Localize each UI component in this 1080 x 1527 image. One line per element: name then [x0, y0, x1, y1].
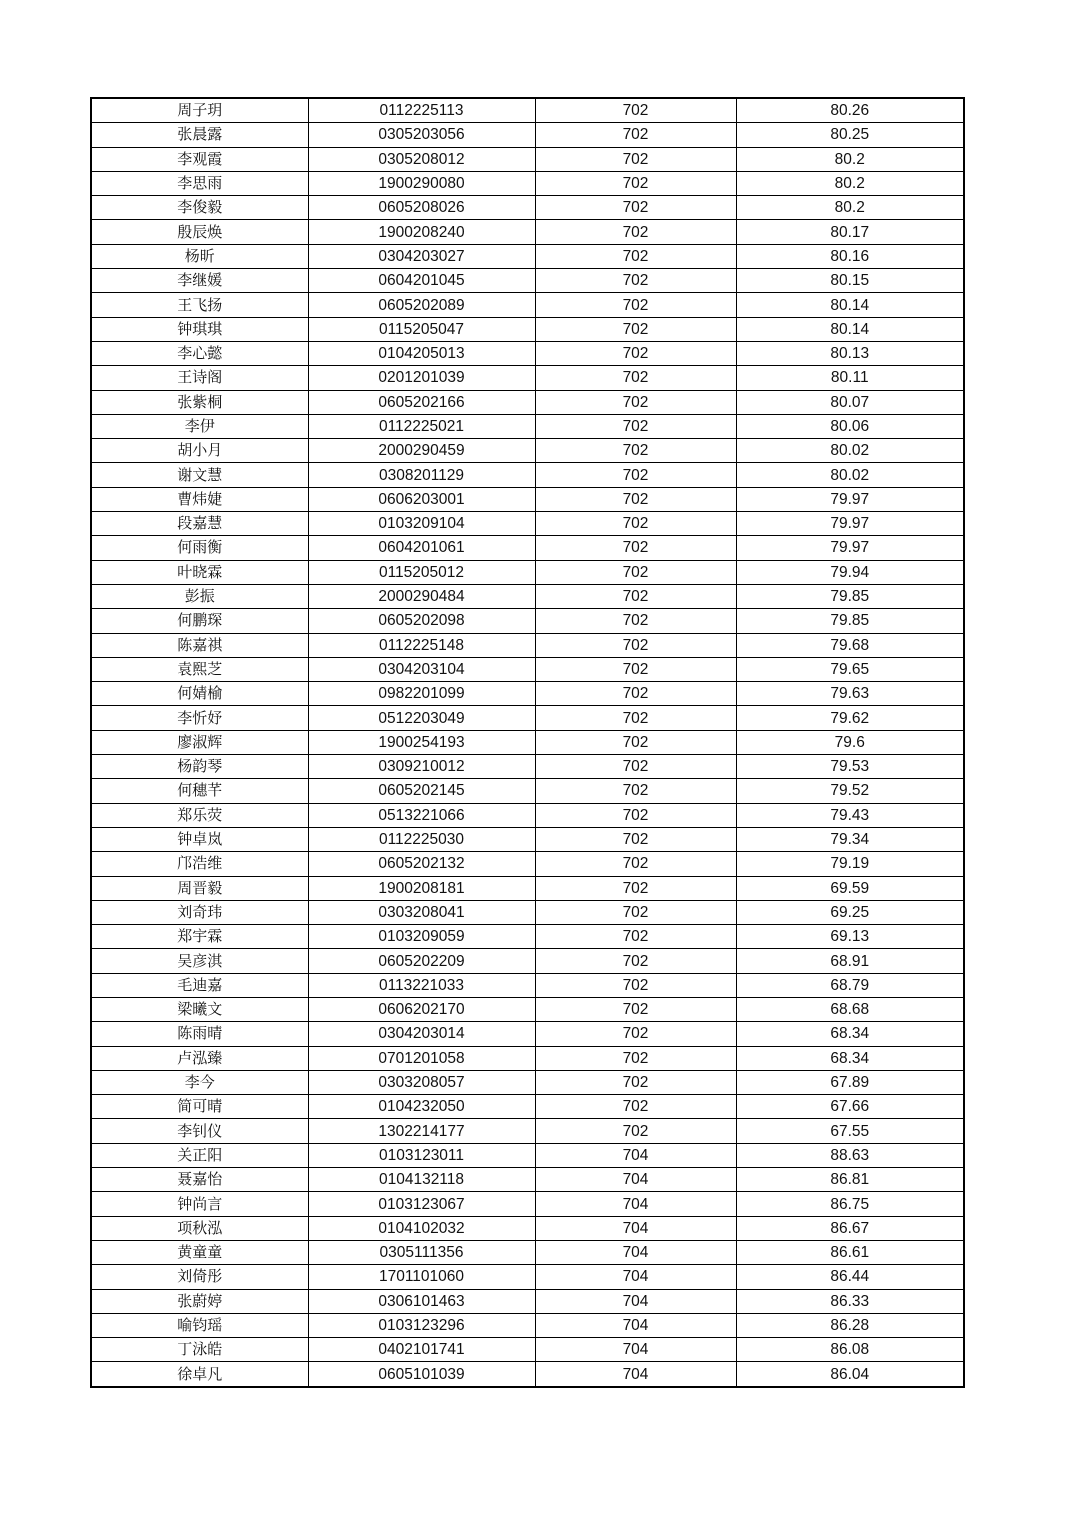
- cell-code: 702: [535, 803, 736, 827]
- table-row: [91, 730, 964, 754]
- cell-code: 704: [535, 1289, 736, 1313]
- cell-name: 张蔚婷: [91, 1289, 308, 1313]
- cell-name: 项秋泓: [91, 1216, 308, 1240]
- cell-score: 80.02: [736, 439, 964, 463]
- cell-id: 0512203049: [308, 706, 535, 730]
- cell-code: 702: [535, 900, 736, 924]
- cell-code: 702: [535, 196, 736, 220]
- cell-name: 徐卓凡: [91, 1362, 308, 1387]
- cell-name: 李心懿: [91, 341, 308, 365]
- cell-code: 702: [535, 560, 736, 584]
- table-row: [91, 414, 964, 438]
- cell-score: 86.33: [736, 1289, 964, 1313]
- cell-name: 钟琪琪: [91, 317, 308, 341]
- table-row: [91, 827, 964, 851]
- cell-code: 702: [535, 609, 736, 633]
- score-table-body: [91, 98, 964, 1387]
- cell-code: 702: [535, 584, 736, 608]
- cell-score: 79.85: [736, 584, 964, 608]
- cell-score: 79.19: [736, 852, 964, 876]
- cell-score: 86.67: [736, 1216, 964, 1240]
- cell-score: 67.89: [736, 1070, 964, 1094]
- cell-id: 0304203014: [308, 1022, 535, 1046]
- cell-code: 702: [535, 1022, 736, 1046]
- cell-name: 吴彦淇: [91, 949, 308, 973]
- cell-id: 0104205013: [308, 341, 535, 365]
- cell-name: 李钊仪: [91, 1119, 308, 1143]
- cell-code: 702: [535, 147, 736, 171]
- cell-score: 68.34: [736, 1046, 964, 1070]
- cell-code: 702: [535, 390, 736, 414]
- table-row: [91, 900, 964, 924]
- table-row: [91, 755, 964, 779]
- cell-name: 刘奇玮: [91, 900, 308, 924]
- cell-score: 88.63: [736, 1143, 964, 1167]
- cell-name: 李忻妤: [91, 706, 308, 730]
- table-row: [91, 244, 964, 268]
- table-row: [91, 609, 964, 633]
- cell-name: 郑宇霖: [91, 925, 308, 949]
- cell-code: 702: [535, 682, 736, 706]
- cell-score: 79.52: [736, 779, 964, 803]
- table-row: [91, 439, 964, 463]
- table-row: [91, 171, 964, 195]
- cell-name: 毛迪嘉: [91, 973, 308, 997]
- table-row: [91, 1216, 964, 1240]
- cell-score: 67.55: [736, 1119, 964, 1143]
- cell-score: 86.75: [736, 1192, 964, 1216]
- cell-name: 李今: [91, 1070, 308, 1094]
- cell-code: 702: [535, 706, 736, 730]
- table-row: [91, 1362, 964, 1387]
- cell-id: 0605208026: [308, 196, 535, 220]
- cell-name: 段嘉慧: [91, 512, 308, 536]
- table-row: [91, 269, 964, 293]
- cell-id: 0305203056: [308, 123, 535, 147]
- cell-score: 80.06: [736, 414, 964, 438]
- cell-id: 0605202166: [308, 390, 535, 414]
- table-row: [91, 147, 964, 171]
- cell-name: 邝浩维: [91, 852, 308, 876]
- cell-score: 68.79: [736, 973, 964, 997]
- cell-id: 0112225030: [308, 827, 535, 851]
- table-row: [91, 657, 964, 681]
- cell-name: 张紫桐: [91, 390, 308, 414]
- cell-id: 0982201099: [308, 682, 535, 706]
- cell-code: 702: [535, 1046, 736, 1070]
- cell-id: 0308201129: [308, 463, 535, 487]
- cell-code: 702: [535, 779, 736, 803]
- cell-id: 0304203027: [308, 244, 535, 268]
- cell-name: 梁曦文: [91, 997, 308, 1021]
- table-row: [91, 1265, 964, 1289]
- cell-id: 0201201039: [308, 366, 535, 390]
- cell-id: 0604201061: [308, 536, 535, 560]
- cell-id: 0103123067: [308, 1192, 535, 1216]
- cell-code: 702: [535, 949, 736, 973]
- cell-id: 0701201058: [308, 1046, 535, 1070]
- cell-id: 0112225113: [308, 98, 535, 123]
- cell-code: 702: [535, 1095, 736, 1119]
- cell-name: 周子玥: [91, 98, 308, 123]
- cell-score: 79.85: [736, 609, 964, 633]
- cell-score: 80.07: [736, 390, 964, 414]
- cell-code: 704: [535, 1168, 736, 1192]
- cell-code: 702: [535, 827, 736, 851]
- cell-code: 702: [535, 876, 736, 900]
- cell-score: 68.68: [736, 997, 964, 1021]
- cell-code: 702: [535, 730, 736, 754]
- cell-id: 0305111356: [308, 1240, 535, 1264]
- cell-id: 0605202145: [308, 779, 535, 803]
- table-row: [91, 779, 964, 803]
- table-row: [91, 876, 964, 900]
- cell-name: 廖淑辉: [91, 730, 308, 754]
- cell-name: 郑乐荧: [91, 803, 308, 827]
- cell-score: 69.59: [736, 876, 964, 900]
- cell-score: 80.14: [736, 293, 964, 317]
- cell-score: 80.15: [736, 269, 964, 293]
- cell-score: 86.04: [736, 1362, 964, 1387]
- cell-id: 0604201045: [308, 269, 535, 293]
- table-row: [91, 1192, 964, 1216]
- table-row: [91, 584, 964, 608]
- cell-name: 简可晴: [91, 1095, 308, 1119]
- cell-score: 86.28: [736, 1313, 964, 1337]
- cell-name: 李观霞: [91, 147, 308, 171]
- cell-code: 704: [535, 1338, 736, 1362]
- cell-code: 702: [535, 925, 736, 949]
- cell-score: 79.97: [736, 512, 964, 536]
- cell-name: 钟尚言: [91, 1192, 308, 1216]
- table-row: [91, 536, 964, 560]
- cell-id: 0104102032: [308, 1216, 535, 1240]
- cell-score: 80.16: [736, 244, 964, 268]
- table-row: [91, 1240, 964, 1264]
- cell-id: 1302214177: [308, 1119, 535, 1143]
- cell-score: 79.97: [736, 536, 964, 560]
- cell-score: 69.13: [736, 925, 964, 949]
- table-row: [91, 1168, 964, 1192]
- cell-name: 何穗芊: [91, 779, 308, 803]
- cell-id: 0605202089: [308, 293, 535, 317]
- cell-score: 80.13: [736, 341, 964, 365]
- cell-name: 陈嘉祺: [91, 633, 308, 657]
- table-row: [91, 293, 964, 317]
- cell-code: 702: [535, 463, 736, 487]
- table-row: [91, 1143, 964, 1167]
- cell-name: 周晋毅: [91, 876, 308, 900]
- cell-score: 79.63: [736, 682, 964, 706]
- cell-score: 80.17: [736, 220, 964, 244]
- table-row: [91, 1070, 964, 1094]
- cell-id: 0605101039: [308, 1362, 535, 1387]
- cell-score: 79.62: [736, 706, 964, 730]
- cell-score: 80.11: [736, 366, 964, 390]
- cell-name: 张晨露: [91, 123, 308, 147]
- cell-id: 1900254193: [308, 730, 535, 754]
- cell-id: 0103209059: [308, 925, 535, 949]
- cell-score: 80.25: [736, 123, 964, 147]
- cell-id: 0103209104: [308, 512, 535, 536]
- cell-score: 68.34: [736, 1022, 964, 1046]
- cell-name: 黄童童: [91, 1240, 308, 1264]
- cell-score: 86.44: [736, 1265, 964, 1289]
- table-row: [91, 1119, 964, 1143]
- cell-id: 0304203104: [308, 657, 535, 681]
- cell-id: 0103123296: [308, 1313, 535, 1337]
- table-row: [91, 1289, 964, 1313]
- table-row: [91, 706, 964, 730]
- cell-name: 杨韵琴: [91, 755, 308, 779]
- table-row: [91, 949, 964, 973]
- cell-id: 0309210012: [308, 755, 535, 779]
- cell-score: 79.97: [736, 487, 964, 511]
- cell-id: 0606203001: [308, 487, 535, 511]
- cell-score: 79.68: [736, 633, 964, 657]
- cell-code: 702: [535, 366, 736, 390]
- cell-id: 0115205012: [308, 560, 535, 584]
- cell-id: 0605202098: [308, 609, 535, 633]
- cell-id: 1701101060: [308, 1265, 535, 1289]
- table-row: [91, 1313, 964, 1337]
- cell-code: 702: [535, 414, 736, 438]
- cell-code: 702: [535, 317, 736, 341]
- table-row: [91, 123, 964, 147]
- cell-score: 86.81: [736, 1168, 964, 1192]
- cell-code: 702: [535, 220, 736, 244]
- cell-code: 702: [535, 633, 736, 657]
- cell-name: 王诗阁: [91, 366, 308, 390]
- cell-id: 0115205047: [308, 317, 535, 341]
- cell-score: 80.2: [736, 196, 964, 220]
- cell-score: 79.94: [736, 560, 964, 584]
- cell-name: 丁泳皓: [91, 1338, 308, 1362]
- table-row: [91, 487, 964, 511]
- cell-name: 刘倚彤: [91, 1265, 308, 1289]
- table-row: [91, 633, 964, 657]
- cell-id: 0104132118: [308, 1168, 535, 1192]
- cell-id: 0513221066: [308, 803, 535, 827]
- cell-code: 702: [535, 293, 736, 317]
- table-row: [91, 390, 964, 414]
- cell-name: 聂嘉怡: [91, 1168, 308, 1192]
- table-row: [91, 1022, 964, 1046]
- cell-id: 0112225021: [308, 414, 535, 438]
- cell-id: 0605202132: [308, 852, 535, 876]
- cell-code: 702: [535, 997, 736, 1021]
- table-row: [91, 220, 964, 244]
- cell-code: 702: [535, 1119, 736, 1143]
- cell-code: 704: [535, 1265, 736, 1289]
- cell-name: 何婧榆: [91, 682, 308, 706]
- cell-id: 2000290459: [308, 439, 535, 463]
- cell-name: 谢文慧: [91, 463, 308, 487]
- cell-id: 0113221033: [308, 973, 535, 997]
- cell-code: 702: [535, 755, 736, 779]
- cell-name: 陈雨晴: [91, 1022, 308, 1046]
- cell-code: 702: [535, 341, 736, 365]
- cell-score: 79.65: [736, 657, 964, 681]
- cell-code: 702: [535, 269, 736, 293]
- table-row: [91, 925, 964, 949]
- cell-score: 79.53: [736, 755, 964, 779]
- cell-score: 80.2: [736, 147, 964, 171]
- cell-score: 86.08: [736, 1338, 964, 1362]
- score-table: [90, 97, 965, 1388]
- cell-code: 704: [535, 1143, 736, 1167]
- cell-id: 0112225148: [308, 633, 535, 657]
- cell-score: 80.14: [736, 317, 964, 341]
- table-row: [91, 682, 964, 706]
- cell-name: 关正阳: [91, 1143, 308, 1167]
- cell-name: 殷辰焕: [91, 220, 308, 244]
- cell-id: 2000290484: [308, 584, 535, 608]
- cell-name: 李伊: [91, 414, 308, 438]
- cell-code: 702: [535, 1070, 736, 1094]
- cell-code: 702: [535, 123, 736, 147]
- cell-code: 704: [535, 1313, 736, 1337]
- cell-id: 1900290080: [308, 171, 535, 195]
- cell-code: 702: [535, 244, 736, 268]
- cell-id: 0605202209: [308, 949, 535, 973]
- cell-id: 0303208057: [308, 1070, 535, 1094]
- cell-code: 702: [535, 487, 736, 511]
- cell-name: 胡小月: [91, 439, 308, 463]
- cell-score: 69.25: [736, 900, 964, 924]
- cell-name: 袁熙芝: [91, 657, 308, 681]
- table-row: [91, 973, 964, 997]
- cell-score: 68.91: [736, 949, 964, 973]
- cell-code: 702: [535, 536, 736, 560]
- cell-id: 0305208012: [308, 147, 535, 171]
- cell-id: 1900208240: [308, 220, 535, 244]
- cell-name: 李思雨: [91, 171, 308, 195]
- cell-name: 王飞扬: [91, 293, 308, 317]
- table-row: [91, 803, 964, 827]
- cell-code: 702: [535, 439, 736, 463]
- table-row: [91, 463, 964, 487]
- table-row: [91, 560, 964, 584]
- cell-id: 1900208181: [308, 876, 535, 900]
- cell-id: 0402101741: [308, 1338, 535, 1362]
- table-row: [91, 997, 964, 1021]
- cell-code: 704: [535, 1240, 736, 1264]
- cell-code: 702: [535, 657, 736, 681]
- cell-score: 67.66: [736, 1095, 964, 1119]
- cell-name: 何鹏琛: [91, 609, 308, 633]
- cell-code: 702: [535, 171, 736, 195]
- table-row: [91, 98, 964, 123]
- cell-id: 0103123011: [308, 1143, 535, 1167]
- cell-id: 0303208041: [308, 900, 535, 924]
- table-row: [91, 1095, 964, 1119]
- cell-name: 叶晓霖: [91, 560, 308, 584]
- cell-score: 80.02: [736, 463, 964, 487]
- table-row: [91, 341, 964, 365]
- table-row: [91, 196, 964, 220]
- cell-name: 钟卓岚: [91, 827, 308, 851]
- cell-name: 杨昕: [91, 244, 308, 268]
- cell-code: 704: [535, 1362, 736, 1387]
- cell-name: 李继媛: [91, 269, 308, 293]
- cell-code: 704: [535, 1216, 736, 1240]
- cell-name: 李俊毅: [91, 196, 308, 220]
- cell-id: 0306101463: [308, 1289, 535, 1313]
- cell-score: 80.26: [736, 98, 964, 123]
- cell-id: 0104232050: [308, 1095, 535, 1119]
- cell-score: 80.2: [736, 171, 964, 195]
- table-row: [91, 1046, 964, 1070]
- cell-name: 卢泓臻: [91, 1046, 308, 1070]
- cell-name: 何雨衡: [91, 536, 308, 560]
- cell-id: 0606202170: [308, 997, 535, 1021]
- cell-code: 704: [535, 1192, 736, 1216]
- table-row: [91, 317, 964, 341]
- table-row: [91, 1338, 964, 1362]
- cell-code: 702: [535, 98, 736, 123]
- cell-score: 79.34: [736, 827, 964, 851]
- table-row: [91, 512, 964, 536]
- cell-score: 79.43: [736, 803, 964, 827]
- cell-code: 702: [535, 852, 736, 876]
- cell-name: 彭振: [91, 584, 308, 608]
- cell-score: 86.61: [736, 1240, 964, 1264]
- cell-score: 79.6: [736, 730, 964, 754]
- cell-name: 曹炜婕: [91, 487, 308, 511]
- cell-code: 702: [535, 973, 736, 997]
- cell-code: 702: [535, 512, 736, 536]
- table-row: [91, 852, 964, 876]
- table-row: [91, 366, 964, 390]
- cell-name: 喻钧瑶: [91, 1313, 308, 1337]
